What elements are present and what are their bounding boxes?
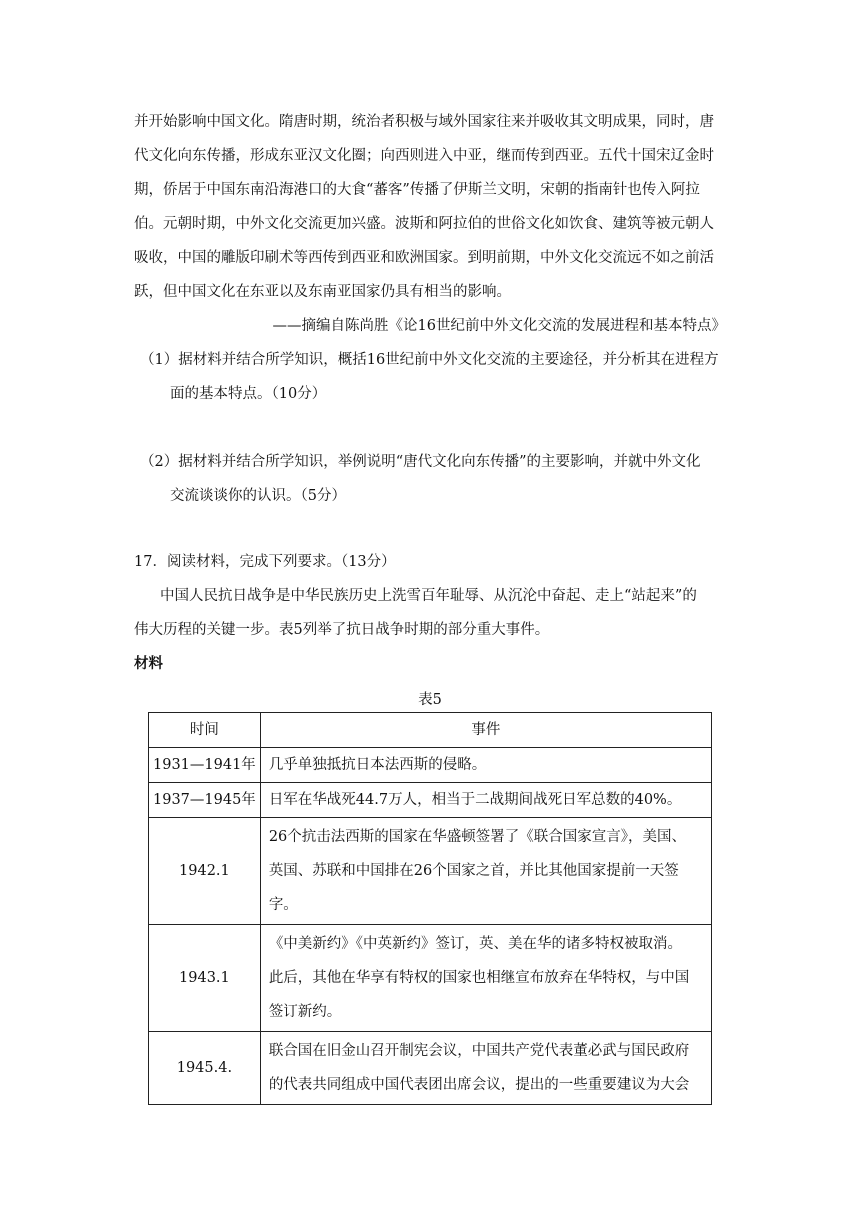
row-event <box>260 1032 711 1105</box>
question-17-intro-line2: 伟大历程的关键一步。表5列举了抗日战争时期的部分重大事件。 <box>134 622 550 638</box>
table-header-row <box>149 713 712 748</box>
event-line: 几乎单独抵抗日本法西斯的侵略。 <box>268 757 487 773</box>
event-line: 此后，其他在华享有特权的国家也相继宣布放弃在华特权，与中国 <box>268 970 690 986</box>
passage-line: 代文化向东传播，形成东亚汉文化圈；向西则进入中亚，继而传到西亚。五代十国宋辽金时 <box>134 148 714 164</box>
row-event <box>260 818 711 925</box>
event-line: 26个抗击法西斯的国家在华盛顿签署了《联合国家宣言》，美国、 <box>268 829 687 845</box>
passage-source: ——摘编自陈尚胜《论16世纪前中外文化交流的发展进程和基本特点》 <box>272 318 726 334</box>
event-line: 日军在华战死44.7万人，相当于二战期间战死日军总数的40%。 <box>268 792 682 808</box>
passage-line: 跃，但中国文化在东亚以及东南亚国家仍具有相当的影响。 <box>134 284 511 300</box>
row-event <box>260 925 711 1032</box>
row-time: 1942.1 <box>149 818 261 925</box>
question-17-intro-line1: 中国人民抗日战争是中华民族历史上洗雪百年耻辱、从沉沦中奋起、走上“站起来”的 <box>160 588 697 604</box>
table-row <box>149 748 712 783</box>
passage-line: 并开始影响中国文化。隋唐时期，统治者积极与域外国家往来并吸收其文明成果，同时，唐 <box>134 114 714 130</box>
event-line: 联合国在旧金山召开制宪会议，中国共产党代表董必武与国民政府 <box>268 1043 690 1059</box>
question-16-1-line2: 面的基本特点。（10分） <box>170 386 327 402</box>
table-row <box>149 818 712 925</box>
header-time: 时间 <box>149 713 261 748</box>
event-line: 《中美新约》《中英新约》签订，英、美在华的诸多特权被取消。 <box>268 936 683 952</box>
question-16-2-line1: （2）据材料并结合所学知识，举例说明“唐代文化向东传播”的主要影响，并就中外文化 <box>140 454 701 470</box>
table-row <box>149 925 712 1032</box>
event-line: 签订新约。 <box>268 1004 342 1020</box>
row-time: 1937—1945年 <box>149 783 261 818</box>
table-row <box>149 783 712 818</box>
row-time: 1931—1941年 <box>149 748 261 783</box>
events-table <box>148 712 712 1105</box>
row-time: 1943.1 <box>149 925 261 1032</box>
event-line: 英国、苏联和中国排在26个国家之首，并比其他国家提前一天签 <box>268 863 679 879</box>
material-label: 材料 <box>134 656 163 672</box>
header-event: 事件 <box>260 713 711 748</box>
question-16-2-line2: 交流谈谈你的认识。（5分） <box>170 488 346 504</box>
passage-line: 期，侨居于中国东南沿海港口的大食“蕃客”传播了伊斯兰文明，宋朝的指南针也传入阿拉 <box>134 182 700 198</box>
row-event <box>260 748 711 783</box>
row-time: 1945.4. <box>149 1032 261 1105</box>
row-event <box>260 783 711 818</box>
passage-line: 吸收，中国的雕版印刷术等西传到西亚和欧洲国家。到明前期，中外文化交流远不如之前活 <box>134 250 714 266</box>
passage-line: 伯。元朝时期，中外文化交流更加兴盛。波斯和阿拉伯的世俗文化如饮食、建筑等被元朝人 <box>134 216 714 232</box>
question-17-heading: 17．阅读材料，完成下列要求。（13分） <box>134 554 396 570</box>
event-line: 的代表共同组成中国代表团出席会议，提出的一些重要建议为大会 <box>268 1077 690 1093</box>
table-row <box>149 1032 712 1105</box>
question-16-1-line1: （1）据材料并结合所学知识，概括16世纪前中外文化交流的主要途径，并分析其在进程方 <box>140 352 719 368</box>
table-caption: 表5 <box>418 692 442 708</box>
event-line: 字。 <box>268 897 298 913</box>
